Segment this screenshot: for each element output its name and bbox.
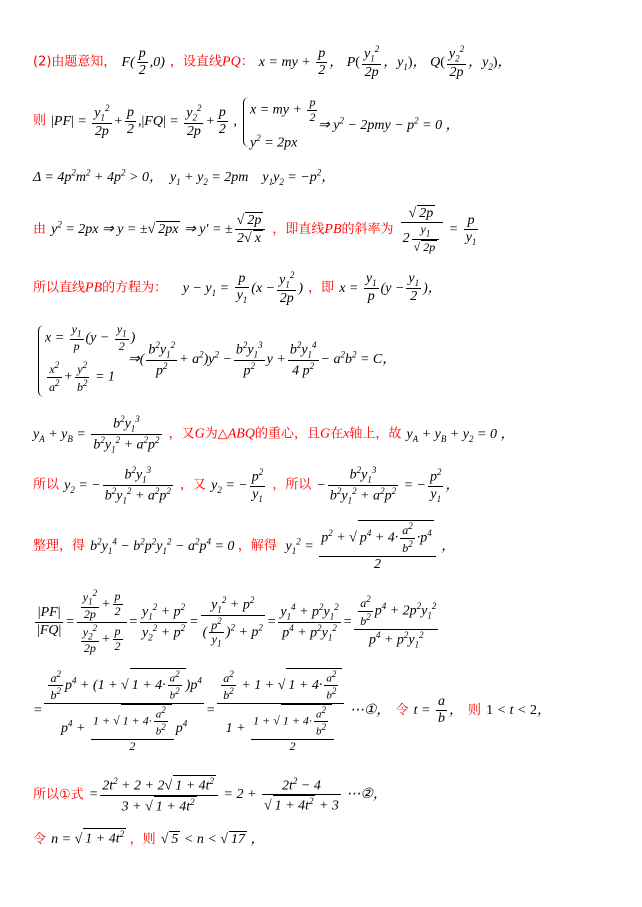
math: F( $\frac{p}{2}$ ,0) — [121, 45, 165, 78]
math: = $\frac{2t^2 + 2 + 2√ 1 + 4t^2}{3 + √ 1 + 4t^2}$ = 2 + $\frac{2t^2 - 4}{√ 1 + 4t^2 + 3}$ ⋯②， — [88, 775, 387, 815]
line-10: $\frac{|PF|}{|FQ|}$ = $\frac{y_1^2}{2p}$ + $\frac{p}{2}$ $\frac{y_2^2}{2p}$ + $\frac{p}{2}$ = $\frac{y_1^2 + p^2}{y_2^2 + p^2}$ = $y_1^2 + p^2$ ( $\frac{p^2}{y_1}$ )$^2 + p^2$ = $\frac{y_1^4 + p^2y_1^2}{p^4 + p^2y_1^2}$ = $\frac{a^2}{b^2}$ $p^4 + 2p^2y_1^2$ $p^4 + p^2y_1^2$ — [37, 588, 437, 656]
math: √ 2p 2 $\frac{y_1}{√ 2p}$ = $\frac{p}{y_1}$ — [402, 206, 477, 254]
brace-system-1 — [243, 97, 249, 147]
text-red: 轴上，故 — [349, 426, 402, 442]
text-red: ，即 — [308, 280, 335, 296]
text-red: PB — [324, 222, 342, 238]
math-system-1b: $y^2 = 2px$ — [250, 133, 298, 151]
math-implies-2: ⇒( $\frac{b^2y_1^2}{p^2}$ + $a^2)y^2$ − $\frac{b^2y_1^3}{p^2}$ y + $\frac{b^2y_1^4}{4 p^2}$ − $a^2b^2 = C$， — [128, 340, 397, 379]
math: √ 5 < n < √ 17 ， — [160, 832, 265, 847]
math: $y_2$ = − $\frac{b^2y_1^3}{b^2y_1^2 + a^2p^2}$ — [64, 465, 171, 506]
text-red: ，解得 — [237, 538, 277, 554]
text-red: ： — [240, 54, 254, 70]
text-red: 由 — [33, 222, 47, 238]
text-red: 所以直线 — [33, 280, 86, 296]
text-red: 的方程为： — [102, 280, 168, 296]
text-red: ，所以 — [272, 477, 312, 493]
math-implies-1: ⇒ $y^2 - 2pmy - p^2 = 0$ ， — [318, 115, 460, 133]
math: $y_A + y_B$ = $\frac{b^2y_1^3}{b^2y_1^2 + a^2p^2}$ — [33, 414, 160, 455]
math: − $\frac{b^2y_1^3}{b^2y_1^2 + a^2p^2}$ = − $\frac{p^2}{y_1}$ ， — [316, 465, 460, 506]
line-11 — [33, 668, 551, 753]
math-system-2a: x = $\frac{y_1}{p}$ (y − $\frac{y_1}{2}$ ) — [45, 322, 136, 353]
text-red: 所以①式 — [33, 787, 84, 803]
math-system-2b: $\frac{x^2}{a^2}$ + $\frac{y^2}{b^2}$ = 1 — [49, 360, 115, 394]
line-7 — [33, 414, 514, 455]
line-2 — [33, 103, 237, 140]
math: x = $\frac{y_1}{p}$ (y − $\frac{y_1}{2}$ )， — [339, 271, 442, 305]
text-red: PB — [85, 280, 103, 296]
brace-system-2 — [38, 325, 44, 397]
text-red: ABQ — [227, 426, 255, 442]
text-red: ，又 — [180, 477, 207, 493]
math-system-1: x = my + $\frac{p}{2}$ — [250, 95, 316, 124]
text-red: G — [194, 426, 205, 442]
math: $y_1^2$ = $p^2$ + √ $p^4 + 4\cdot$ $\frac{a^2}{b^2}$ $\cdot p^4$ 2 ， — [282, 521, 456, 572]
text-red: (2)由题意知， — [33, 54, 117, 70]
math: $b^2y_1^4 - b^2p^2y_1^2 - a^2p^4 = 0$ — [90, 535, 238, 556]
math: $y - y_1$ = $\frac{p}{y_1}$ (x − $\frac{y_1^2}{2p}$ ) — [172, 270, 303, 306]
text-red: x — [343, 426, 350, 442]
line-8 — [33, 465, 459, 506]
text-red: 的重心，且 — [254, 426, 320, 442]
text-red: 的斜率为 — [341, 222, 394, 238]
line-5 — [33, 270, 442, 307]
text-red: 则 — [33, 113, 47, 129]
math: |PF| = $\frac{y_1^2}{2p}$ + $\frac{p}{2}$ ,|FQ| = $\frac{y_2^2}{2p}$ + $\frac{p}{2}$ , — [51, 103, 237, 139]
text-red: ，又 — [168, 426, 195, 442]
text-red: 令 — [33, 832, 47, 847]
line-13 — [33, 828, 264, 848]
math: t = $\frac{a}{b}$ ， — [413, 694, 463, 727]
math: = $\frac{a^2}{b^2}$ $p^4 + (1$ + √ 1 + 4· $\frac{a^2}{b^2}$ )$p^4$ $p^4$ + 1 + √ 1 + 4· $\frac{a^2}{b^2}$ 2 $p^4$ = $\frac{a^2}{b^2}$ + 1 + √ 1 + 4· $\frac{a^2}{b^2}$ 1 + 1 + √ 1 + 4· $\frac{a^2}{b^2}$ 2 ⋯①， — [33, 668, 391, 753]
text-red: ，即直线 — [272, 222, 325, 238]
text-red: 令 — [395, 702, 409, 718]
line-4 — [33, 205, 480, 255]
math: $y^2 = 2px$ ⇒ y = ±√ 2px ⇒ y′ = ± $\frac{√ 2p}{2√ x}$ — [51, 222, 267, 237]
text-red: 为△ — [204, 426, 228, 442]
line-9 — [33, 520, 455, 573]
math: 1 < t < 2， — [486, 702, 551, 718]
math: n = √ $1 + 4t^2$ — [51, 829, 125, 847]
text-red: 所以 — [33, 477, 60, 493]
text-red: ，设直线 — [170, 54, 223, 70]
text-red: G — [319, 426, 331, 442]
text-red: PQ — [222, 54, 241, 70]
line-1 — [33, 44, 511, 81]
math: x = my + $\frac{p}{2}$ ， P( $\frac{y_1^2}{2p}$ ，$y_1$)， Q( $\frac{y_2^2}{2p}$ ，$y_2$)， — [258, 44, 512, 80]
text-red: 整理，得 — [33, 538, 86, 554]
text-red: 则 — [468, 702, 482, 718]
text-red: ，则 — [129, 832, 156, 847]
line-12 — [33, 775, 387, 816]
text-red: 在 — [330, 426, 344, 442]
math: $y_2$ = − $\frac{p^2}{y_1}$ — [211, 466, 264, 504]
line-3: $\Delta = 4p^2m^2 + 4p^2 > 0$， $y_1 + y_2 = 2pm$ $y_1y_2 = -p^2$， — [33, 167, 336, 187]
math: $y_A + y_B + y_2 = 0$ ， — [406, 426, 515, 444]
